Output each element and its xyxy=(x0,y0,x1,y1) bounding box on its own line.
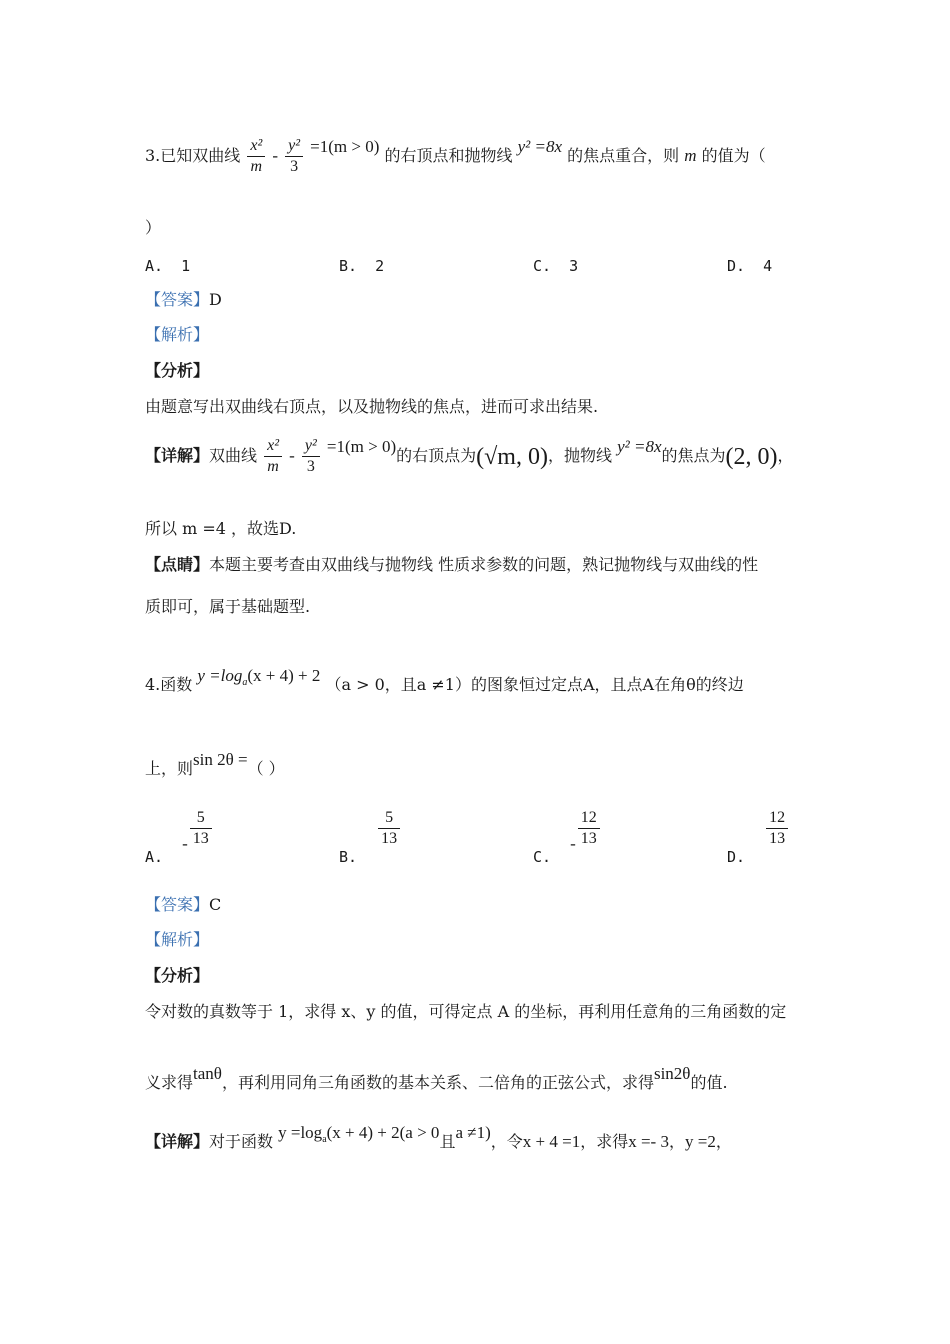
q3-stem-line1 xyxy=(145,136,766,177)
q3-dianjing-line2: 质即可，属于基础题型. xyxy=(145,597,311,616)
q3-option-c[interactable]: C. 3 xyxy=(533,257,579,275)
answer-tag: 【答案】 xyxy=(145,895,210,914)
detail-tag: 【详解】 xyxy=(145,1132,210,1151)
q4-option-c[interactable]: C. - $\frac{12}{13}$ xyxy=(533,808,602,849)
q4-option-a[interactable]: A. - $\frac{5}{13}$ xyxy=(145,808,214,849)
q3-focus: (2, 0) xyxy=(725,444,778,470)
q4-prefix: 4.函数 xyxy=(145,675,193,694)
q4-sin2theta: sin 2θ = xyxy=(193,750,248,769)
dianjing-tag: 【点睛】 xyxy=(145,555,210,574)
q3-option-d[interactable]: D. 4 xyxy=(727,257,773,275)
q4-tan-theta: tanθ xyxy=(193,1064,222,1083)
q4-func: y =log xyxy=(197,666,243,685)
q3-close-paren: ） xyxy=(145,218,162,237)
q3-fenxi-text: 由题意写出双曲线右顶点，以及抛物线的焦点，进而可求出结果. xyxy=(145,397,599,416)
q3-detail-frac-y2-over-3: $\frac{\text{y²}}{3}$ xyxy=(302,436,320,477)
q4-option-d[interactable]: D. $\frac{12}{13}$ xyxy=(727,808,790,849)
q4-answer-line xyxy=(145,897,221,913)
q4-stem-line1: 4.函数 $y =\log_a(x + 4) + 2$ （a > 0，且a ≠1）的图象恒过定点A，且点A在角θ的终边 xyxy=(145,666,744,694)
q4-fenxi-line2: 义求得tanθ，再利用同角三角函数的基本关系、二倍角的正弦公式，求得sin2θ的值. xyxy=(145,1064,728,1092)
q3-option-b[interactable]: B. 2 xyxy=(339,257,385,275)
detail-tag: 【详解】 xyxy=(145,446,210,465)
q4-detail-line: 【详解】对于函数 $y =\log_a(x + 4) + 2(a > 0$且a ≠1)，令x + 4 =1，求得x =- 3，y =2， xyxy=(145,1123,732,1151)
q3-prefix: 3.已知双曲线 xyxy=(145,146,241,165)
q4-sin2theta-b: sin2θ xyxy=(653,1064,691,1083)
fenxi-tag: 【分析】 xyxy=(145,361,210,380)
q4-option-b[interactable]: B. $\frac{5}{13}$ xyxy=(339,808,402,849)
q3-frac-x2-over-m: $\frac{\text{x²}}{m}$ xyxy=(247,136,265,177)
q4-stem-line2: 上，则sin 2θ =（ ） xyxy=(145,750,285,778)
q3-tail-text: 的焦点重合，则 xyxy=(567,146,680,165)
minus-sign: - xyxy=(272,146,279,165)
fenxi-tag: 【分析】 xyxy=(145,966,210,985)
q3-m: m xyxy=(684,146,697,165)
answer-tag: 【答案】 xyxy=(145,290,210,309)
q3-answer: D xyxy=(209,290,222,309)
q3-answer-line xyxy=(145,292,222,308)
q3-detail-line: 【详解】双曲线 $\frac{\text{x²}}{m}$ - $\frac{\text{y²}}{3}$ =1(m > 0)的右顶点为(√m, 0)，抛物线 y² =8x的焦点为(2, 0)， xyxy=(145,437,794,475)
q4-condition: （a > 0，且a ≠1）的图象恒过定点A，且点A在角θ的终边 xyxy=(325,675,744,694)
q4-fenxi-line1: 令对数的真数等于 1，求得 x、y 的值，可得定点 A 的坐标，再利用任意角的三角函数的定 xyxy=(145,1002,787,1021)
q3-mid-text: 的右顶点和抛物线 xyxy=(384,146,513,165)
analysis-tag: 【解析】 xyxy=(145,930,210,949)
analysis-tag: 【解析】 xyxy=(145,325,210,344)
q3-detail-frac-x2-over-m: $\frac{\text{x²}}{m}$ xyxy=(264,436,282,477)
q3-dianjing-line1: 【点睛】本题主要考查由双曲线与抛物线 性质求参数的问题，熟记抛物线与双曲线的性 xyxy=(145,555,759,574)
q3-frac-y2-over-3: $\frac{\text{y²}}{3}$ xyxy=(285,136,303,177)
q4-answer: C xyxy=(209,895,222,914)
q3-end-text: 的值为（ xyxy=(701,146,766,165)
q3-conclusion: 所以 m =4 ，故选D. xyxy=(145,519,297,538)
q3-eq-rest: =1(m > 0) xyxy=(310,137,380,156)
q3-parabola: y² =8x xyxy=(517,137,562,156)
q3-option-a[interactable]: A. 1 xyxy=(145,257,191,275)
q3-vertex: (√m, 0) xyxy=(476,444,548,470)
